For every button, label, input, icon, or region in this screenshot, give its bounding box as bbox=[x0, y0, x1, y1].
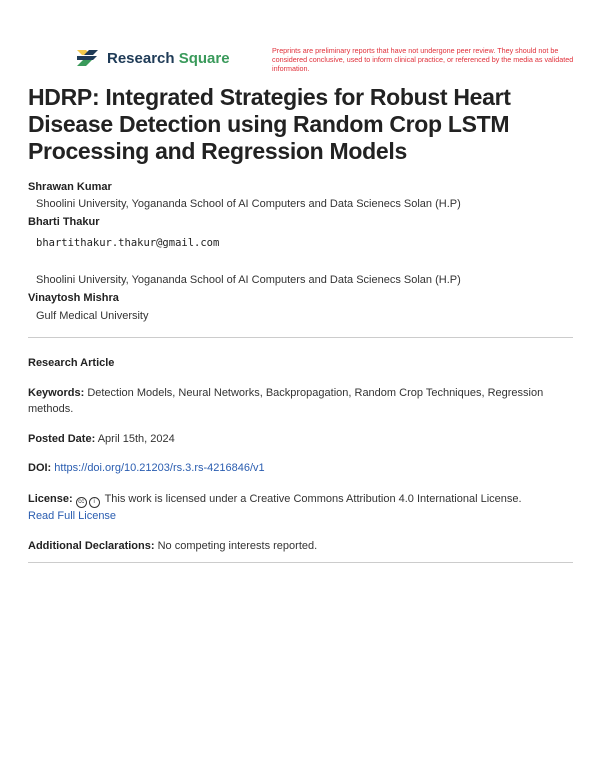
research-square-logo[interactable] bbox=[75, 48, 230, 68]
author-name: Shrawan Kumar bbox=[28, 181, 112, 193]
preprint-notice: Preprints are preliminary reports that have not undergone peer review. They should not be considered conclusive, used to inform clinical practice, or referenced by the media as validated information. bbox=[272, 46, 574, 73]
doi-link[interactable]: https://doi.org/10.21203/rs.3.rs-4216846/v1 bbox=[54, 462, 265, 474]
posted-date: Posted Date: April 15th, 2024 bbox=[28, 433, 175, 445]
divider bbox=[28, 562, 573, 563]
article-type: Research Article bbox=[28, 357, 115, 369]
author-affiliation: Shoolini University, Yogananda School of AI Computers and Data Scienecs Solan (H.P) bbox=[36, 198, 461, 210]
divider bbox=[28, 337, 573, 338]
paper-title: HDRP: Integrated Strategies for Robust Heart Disease Detection using Random Crop LSTM Processing and Regression Models bbox=[28, 84, 511, 164]
research-square-logo-icon bbox=[75, 48, 101, 68]
additional-declarations: Additional Declarations: No competing interests reported. bbox=[28, 540, 318, 552]
cc-icon: cc bbox=[76, 497, 87, 508]
author-name: Vinaytosh Mishra bbox=[28, 292, 119, 304]
keywords: Keywords: Detection Models, Neural Networks, Backpropagation, Random Crop Techniques, Regression methods. bbox=[28, 387, 544, 415]
author-email[interactable]: bhartithakur.thakur@gmail.com bbox=[36, 237, 220, 249]
doi: DOI: https://doi.org/10.21203/rs.3.rs-4216846/v1 bbox=[28, 462, 265, 474]
license: License: cc i This work is licensed under a Creative Commons Attribution 4.0 International License. Read Full License bbox=[28, 493, 522, 522]
author-name: Bharti Thakur bbox=[28, 216, 100, 228]
logo-text: Research Square bbox=[107, 49, 230, 67]
author-affiliation: Gulf Medical University bbox=[36, 310, 149, 322]
author-affiliation: Shoolini University, Yogananda School of AI Computers and Data Scienecs Solan (H.P) bbox=[36, 274, 461, 286]
by-attribution-icon: i bbox=[89, 497, 100, 508]
read-full-license-link[interactable]: Read Full License bbox=[28, 510, 117, 522]
